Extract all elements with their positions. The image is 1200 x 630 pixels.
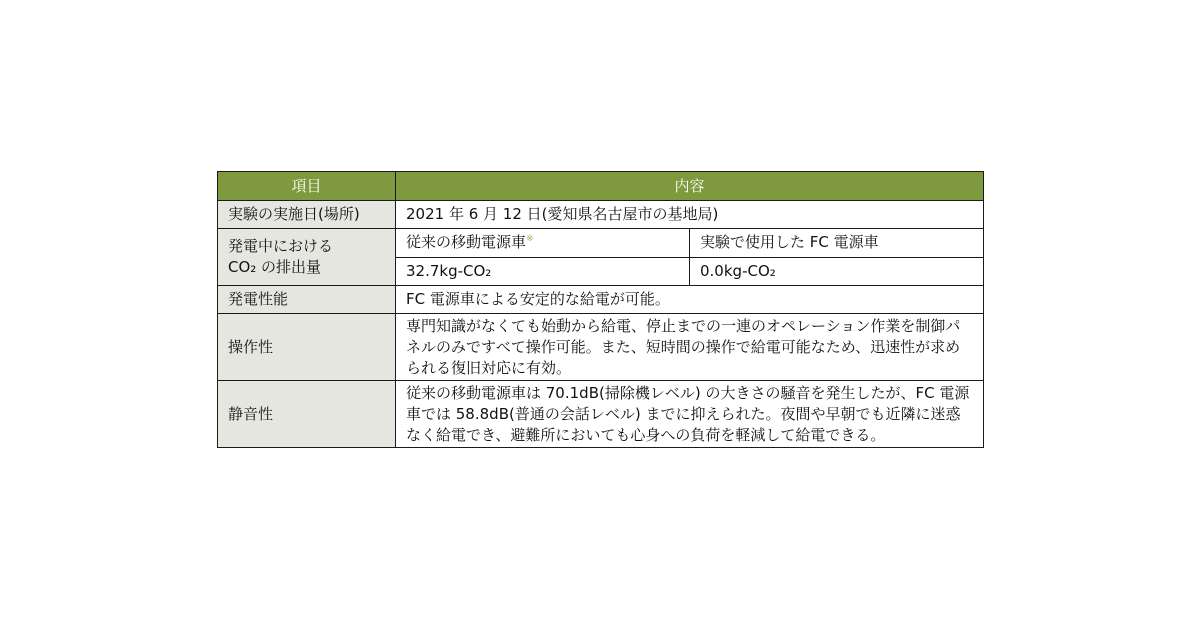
table-row	[218, 229, 984, 258]
table-row	[218, 314, 984, 381]
footnote-mark: ※	[526, 234, 534, 245]
co2-col1-header	[396, 229, 690, 258]
co2-label-line1: 発電中における	[228, 237, 334, 255]
row-label-co2	[218, 229, 396, 286]
co2-col1-header-text: 従来の移動電源車	[406, 233, 527, 252]
table-header-row	[218, 172, 984, 201]
co2-col2-value: 0.0kg-CO₂	[690, 257, 984, 286]
row-value-date: 2021 年 6 月 12 日(愛知県名古屋市の基地局)	[396, 201, 984, 229]
co2-col2-header: 実験で使用した FC 電源車	[690, 229, 984, 258]
comparison-table	[217, 171, 984, 448]
row-value-quietness: 従来の移動電源車は 70.1dB(掃除機レベル) の大きさの騒音を発生したが、FC 電源車では 58.8dB(普通の会話レベル) までに抑えられた。夜間や早朝でも近隣に迷惑なく給電でき、避難所においても心身への負荷を軽減して給電できる。	[396, 381, 984, 448]
co2-label-line2: CO₂ の排出量	[228, 258, 322, 276]
row-label-performance: 発電性能	[218, 286, 396, 314]
row-value-performance: FC 電源車による安定的な給電が可能。	[396, 286, 984, 314]
table-row	[218, 201, 984, 229]
row-label-operability: 操作性	[218, 314, 396, 381]
header-content: 内容	[396, 172, 984, 201]
row-value-operability: 専門知識がなくても始動から給電、停止までの一連のオペレーション作業を制御パネルのみですべて操作可能。また、短時間の操作で給電可能なため、迅速性が求められる復旧対応に有効。	[396, 314, 984, 381]
row-label-date: 実験の実施日(場所)	[218, 201, 396, 229]
table-row	[218, 286, 984, 314]
header-item: 項目	[218, 172, 396, 201]
row-label-quietness: 静音性	[218, 381, 396, 448]
table-row	[218, 381, 984, 448]
co2-col1-value: 32.7kg-CO₂	[396, 257, 690, 286]
